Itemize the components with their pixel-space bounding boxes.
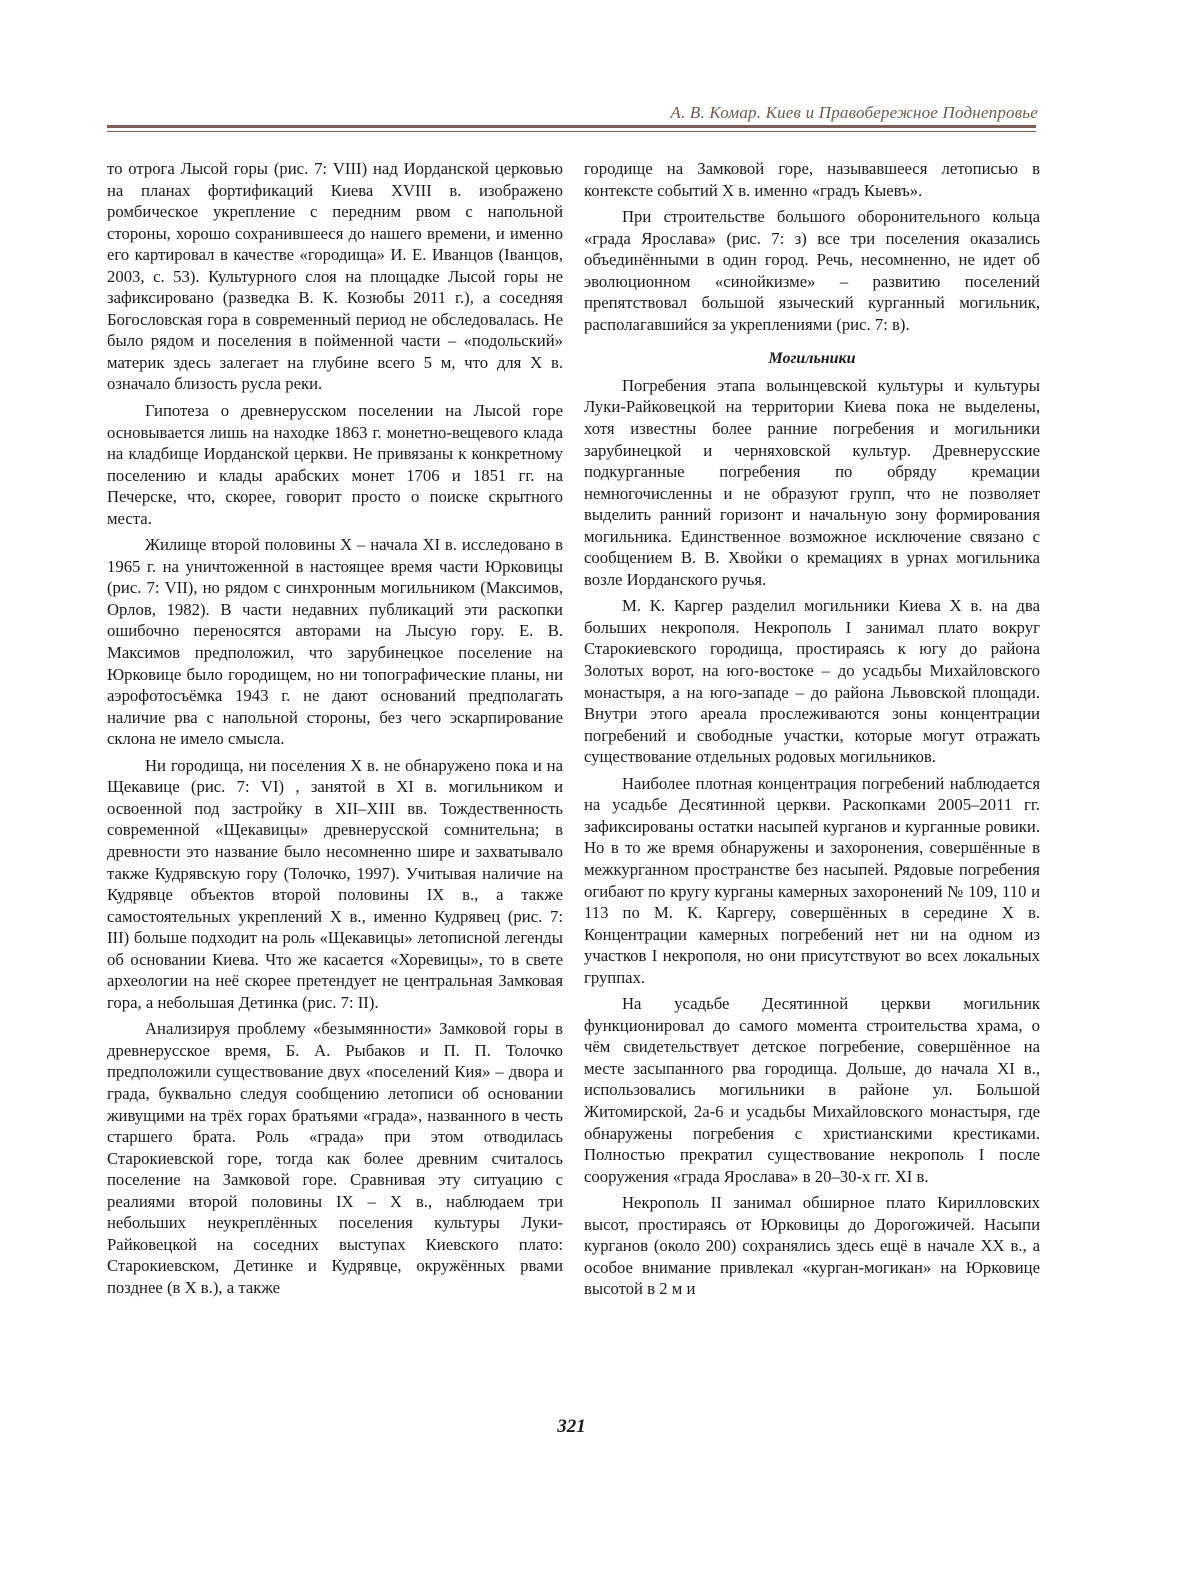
paragraph: городище на Замковой горе, называвшееся летописью в контексте событий Х в. именно «градъ Кыевъ».	[584, 159, 1040, 200]
section-title: Могильники	[768, 350, 856, 368]
left-column	[107, 158, 563, 1303]
page-number: 321	[557, 1416, 586, 1437]
header-rule-thick	[107, 125, 1036, 128]
paragraph: Наиболее плотная концентрация погребений наблюдается на усадьбе Десятинной церкви. Раскопками 2005–2011 гг. зафиксированы остатки насыпей курганов и курганные ровики. Но в то же время обнаружены и захоронения, совершённые в межкурганном пространстве без насыпей. Рядовые погребения огибают по кругу курганы камерных захоронений № 109, 110 и 113 по М. К. Каргеру, совершённых в середине Х в. Концентрации камерных погребений нет ни на одном из участков I некрополя, но они присутствуют во всех локальных группах.	[584, 773, 1040, 987]
paragraph: При строительстве большого оборонительного кольца «града Ярослава» (рис. 7: з) все три поселения оказались объединёнными в один город. Речь, несомненно, не идет об эволюционном «синойкизме» – развитию поселений препятствовал большой языческий курганный могильник, располагавшийся за укреплениями (рис. 7: в).	[584, 207, 1040, 334]
right-column	[584, 158, 1040, 1305]
paragraph: Ни городища, ни поселения Х в. не обнаружено пока и на Щекавице (рис. 7: VI) , занятой в XI в. могильником и освоенной под застройку в XII–XIII вв. Тождественность современной «Щекавицы» древнерусской сомнительна; в древности это название было несомненно шире и захватывало также Кудрявскую гору (Толочко, 1997). Учитывая наличие на Кудрявце объектов второй половины IX в., а также самостоятельных укреплений Х в., именно Кудрявец (рис. 7: III) больше подходит на роль «Щекавицы» летописной легенды об основании Киева. Что же касается «Хоревицы», то в свете археологии на неё скорее претендует не центральная Замковая гора, а небольшая Детинка (рис. 7: II).	[107, 755, 563, 1012]
paragraph: Анализируя проблему «безымянности» Замковой горы в древнерусское время, Б. А. Рыбаков и П. П. Толочко предположили существование двух «поселений Кия» – двора и града, буквально следуя сообщению летописи об основании живущими на трёх горах братьями «града», названного в честь старшего брата. Роль «града» при этом отводилась Старокиевской горе, тогда как более древним считалось поселение на Замковой горе. Сравнивая эту ситуацию с реалиями второй половины IX – X в., наблюдаем три небольших неукреплённых поселения культуры Луки-Райковецкой на соседних выступах Киевского плато: Старокиевском, Детинке и Кудрявце, окружённых рвами позднее (в Х в.), а также	[107, 1019, 563, 1297]
paragraph: Гипотеза о древнерусском поселении на Лысой горе основывается лишь на находке 1863 г. монетно-вещевого клада на кладбище Иорданской церкви. Не привязаны к конкретному поселению и клады арабских монет 1706 и 1851 гг. на Печерске, что, скорее, говорит просто о поиске скрытного места.	[107, 401, 563, 528]
header-rule-thin	[107, 131, 1036, 132]
running-head: А. В. Комар. Киев и Правобережное Поднепровье	[670, 103, 1038, 122]
paragraph: М. К. Каргер разделил могильники Киева Х в. на два больших некрополя. Некрополь I занимал плато вокруг Старокиевского городища, простираясь к югу до района Золотых ворот, на юго-востоке – до усадьбы Михайловского монастыря, а на юго-западе – до района Львовской площади. Внутри этого ареала прослеживаются зоны концентрации погребений и свободные участки, которые могут отражать существование отдельных родовых могильников.	[584, 596, 1040, 767]
paragraph: то отрога Лысой горы (рис. 7: VIII) над Иорданской церковью на планах фортификаций Киева XVIII в. изображено ромбическое укрепление с передним рвом с напольной стороны, хорошо сохранившееся до нашего времени, и именно его картировал в качестве «городища» И. Е. Иванцов (Іванцов, 2003, с. 53). Культурного слоя на площадке Лысой горы не зафиксировано (разведка В. К. Козюбы 2011 г.), а соседняя Богословская гора в современный период не обследовалась. Не было рядом и поселения в пойменной части – «подольский» материк здесь залегает на глубине всего 5 м, что для Х в. означало близость русла реки.	[107, 159, 563, 394]
paragraph: На усадьбе Десятинной церкви могильник функционировал до самого момента строительства храма, о чём свидетельствует детское погребение, совершённое на месте засыпанного рва городища. Дольше, до начала XI в., использовались могильники в районе ул. Большой Житомирской, 2а-6 и усадьбы Михайловского монастыря, где обнаружены погребения с христианскими крестиками. Полностью прекратил существование некрополь I после сооружения «града Ярослава» в 20–30-х гг. XI в.	[584, 994, 1040, 1186]
paragraph: Жилище второй половины Х – начала XI в. исследовано в 1965 г. на уничтоженной в настоящее время части Юрковицы (рис. 7: VII), но рядом с синхронным могильником (Максимов, Орлов, 1982). В части недавних публикаций эти раскопки ошибочно переносятся авторами на Лысую гору. Е. В. Максимов предположил, что зарубинецкое поселение на Юрковице было городищем, но ни топографические планы, ни аэрофотосъёмка 1943 г. не дают оснований предполагать наличие рва с напольной стороны, без чего эскарпирование склона не имело смысла.	[107, 535, 563, 749]
paragraph: Погребения этапа волынцевской культуры и культуры Луки-Райковецкой на территории Киева пока не выделены, хотя известны более ранние погребения и могильники зарубинецкой и черняховской культур. Древнерусские подкурганные погребения по обряду кремации немногочисленны и не образуют групп, что не позволяет выделить ранний горизонт и начальную зону формирования могильника. Единственное возможное исключение связано с сообщением В. В. Хвойки о кремациях в урнах могильника возле Иорданского ручья.	[584, 375, 1040, 589]
paragraph: Некрополь II занимал обширное плато Кирилловских высот, простираясь от Юрковицы до Дорогожичей. Насыпи курганов (около 200) сохранялись здесь ещё в начале ХХ в., а особое внимание привлекал «курган-могикан» на Юрковице высотой в 2 м и	[584, 1193, 1040, 1299]
